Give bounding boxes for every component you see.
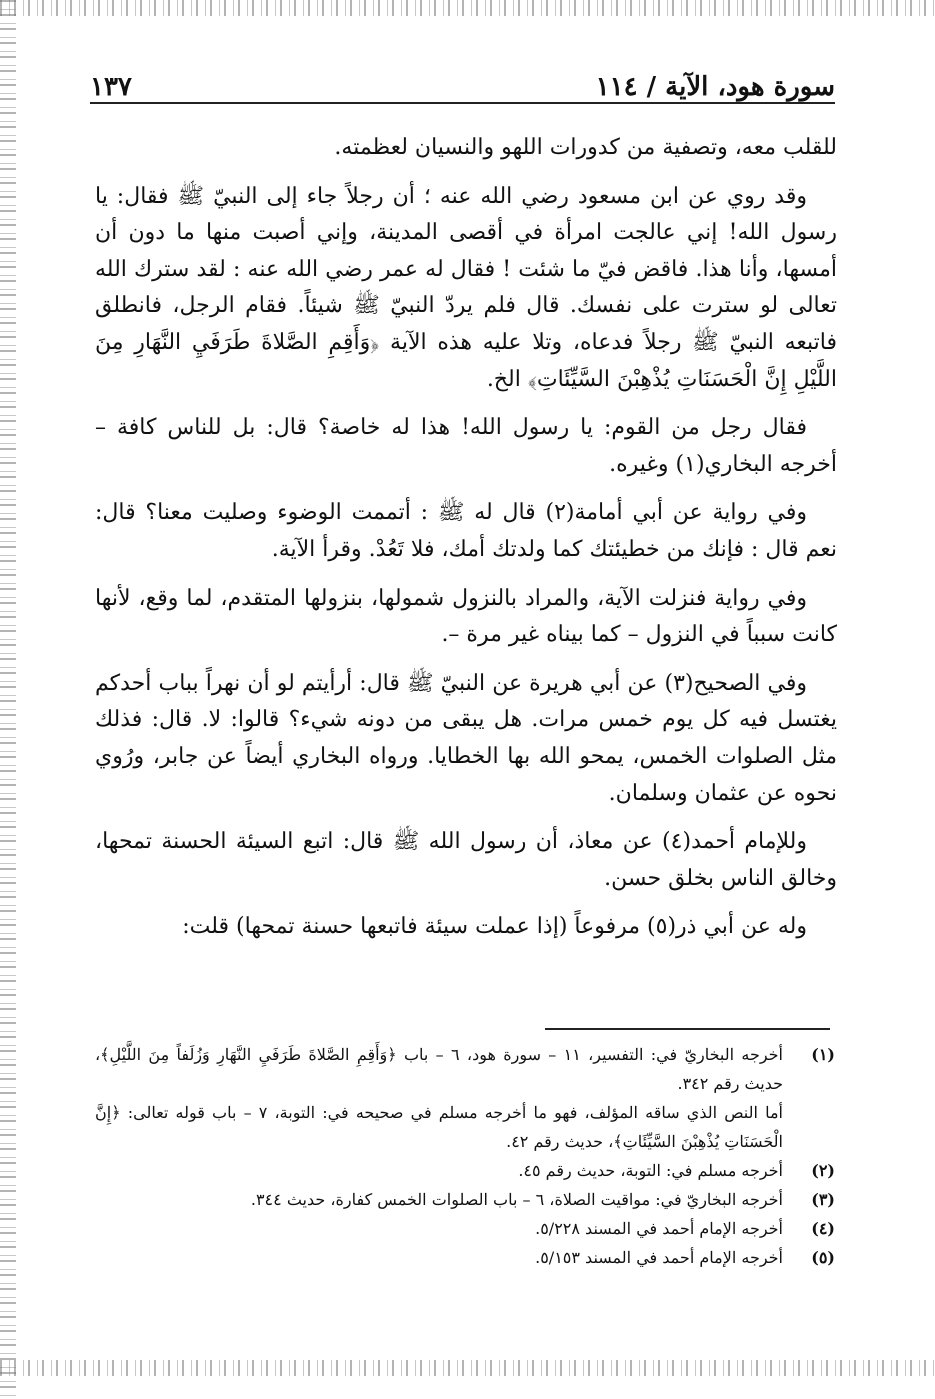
paragraph: وفي رواية فنزلت الآية، والمراد بالنزول شمولها، بنزولها المتقدم، لما وقع، لأنها كانت سبباً في النزول – كما بيناه غير مرة –. — [95, 585, 837, 648]
footnote-number: (٣) — [811, 1190, 835, 1209]
paragraph: وله عن أبي ذر(٥) مرفوعاً (إذا عملت سيئة فاتبعها حسنة تمحها) قلت: — [182, 914, 807, 940]
paragraph: وفي رواية عن أبي أمامة(٢) قال له ﷺ : أتممت الوضوء وصليت معنا؟ قال: نعم قال : فإنك من خطيئتك كما ولدتك أمك، فلا تَعُدْ. وقرأ الآية. — [95, 500, 837, 562]
footnote-separator — [545, 1028, 830, 1030]
footnote — [95, 1243, 835, 1272]
paragraph: فقال رجل من القوم: يا رسول الله! هذا له خاصة؟ قال: بل للناس كافة – أخرجه البخاري(١) وغيره. — [95, 415, 837, 477]
running-title: سورة هود، الآية / ١١٤ — [595, 72, 835, 102]
decorative-border-left — [0, 0, 16, 1399]
footnote — [95, 1098, 835, 1156]
footnote-text: أخرجه البخاريّ في: التفسير، ١١ – سورة هود، ٦ – باب ﴿وَأَقِمِ الصَّلاةَ طَرَفَيِ النَّهَارِ وَزُلَفاً مِنَ اللَّيْلِ﴾، حديث رقم ٣٤٢. — [95, 1045, 784, 1093]
footnote-number: (٥) — [811, 1248, 835, 1267]
footnote-text: أخرجه الإمام أحمد في المسند ٥/١٥٣. — [535, 1248, 783, 1267]
page-header — [90, 62, 835, 104]
paragraph: وقد روي عن ابن مسعود رضي الله عنه ؛ أن رجلاً جاء إلى النبيّ ﷺ فقال: يا رسول الله! إني عالجت امرأة في أقصى المدينة، وإني أصبت منها ما دون أن أمسها، وأنا هذا. فاقض فيّ ما شئت ! فقال له عمر رضي الله عنه : لقد سترك الله تعالى لو سترت على نفسك. قال فلم يردّ النبيّ ﷺ شيئاً. فقام الرجل، فانطلق فاتبعه النبيّ ﷺ رجلاً فدعاه، وتلا عليه هذه الآية ﴿وَأَقِمِ الصَّلاةَ طَرَفَيِ النَّهَارِ مِنَ اللَّيْلِ إِنَّ الْحَسَنَاتِ يُذْهِبْنَ السَّيِّئَاتِ﴾ الخ. — [95, 183, 837, 392]
decorative-border-top — [0, 0, 935, 16]
page-number: ١٣٧ — [90, 72, 132, 102]
footnote — [95, 1185, 835, 1214]
footnotes — [95, 1040, 835, 1272]
footnote-text: أخرجه الإمام أحمد في المسند ٥/٢٢٨. — [535, 1219, 783, 1238]
footnote — [95, 1156, 835, 1185]
footnote-number: (٢) — [811, 1161, 835, 1180]
footnote-text: أخرجه البخاريّ في: مواقيت الصلاة، ٦ – باب الصلوات الخمس كفارة، حديث ٣٤٤. — [250, 1190, 783, 1209]
footnote — [95, 1040, 835, 1098]
paragraph: وفي الصحيح(٣) عن أبي هريرة عن النبيّ ﷺ قال: أرأيتم لو أن نهراً بباب أحدكم يغتسل فيه كل يوم خمس مرات. هل يبقى من دونه شيء؟ قالوا: لا. قال: فذلك مثل الصلوات الخمس، يمحو الله بها الخطايا. ورواه البخاري أيضاً عن جابر، ورُوي نحوه عن عثمان وسلمان. — [95, 670, 837, 806]
main-text — [95, 130, 837, 958]
paragraph: للقلب معه، وتصفية من كدورات اللهو والنسيان لعظمته. — [334, 135, 837, 160]
footnote-number: (١) — [811, 1045, 835, 1064]
paragraph: وللإمام أحمد(٤) عن معاذ، أن رسول الله ﷺ قال: اتبع السيئة الحسنة تمحها، وخالق الناس بخلق حسن. — [95, 829, 837, 891]
footnote-text: أما النص الذي ساقه المؤلف، فهو ما أخرجه مسلم في صحيحه في: التوبة، ٧ – باب قوله تعالى: ﴿إِنَّ الْحَسَنَاتِ يُذْهِبْنَ السَّيِّئَاتِ﴾، حديث رقم ٤٢. — [95, 1103, 784, 1151]
footnote-text: أخرجه مسلم في: التوبة، حديث رقم ٤٥. — [518, 1161, 783, 1180]
decorative-border-bottom — [0, 1360, 935, 1376]
footnote-number — [783, 1098, 835, 1156]
footnote-number: (٤) — [811, 1219, 835, 1238]
footnote — [95, 1214, 835, 1243]
